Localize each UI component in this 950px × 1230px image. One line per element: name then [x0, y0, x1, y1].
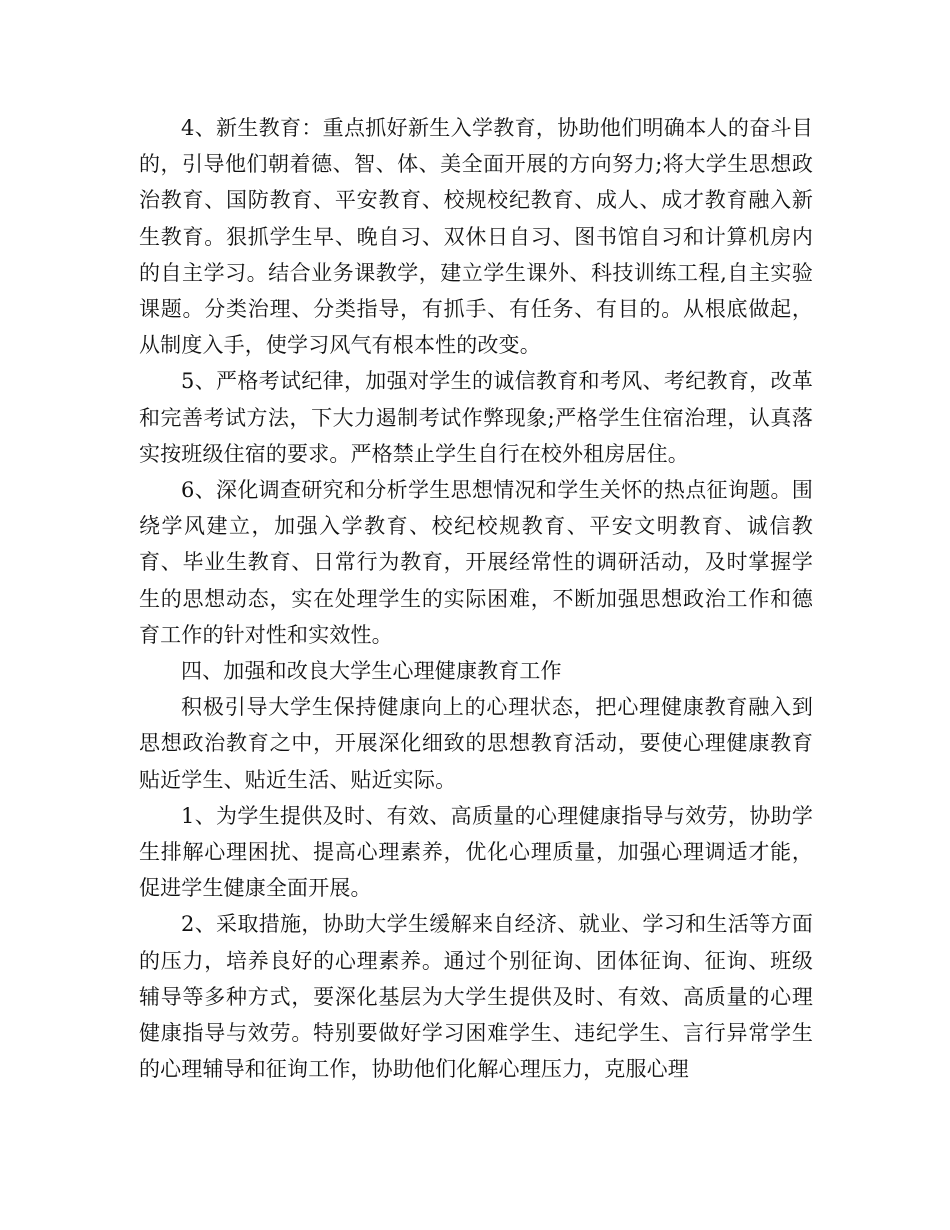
- paragraph-exam-discipline: 5、严格考试纪律，加强对学生的诚信教育和考风、考纪教育，改革和完善考试方法，下大力遏制考试作弊现象;严格学生住宿治理，认真落实按班级住宿的要求。严格禁止学生自行在校外租房居住。: [139, 369, 813, 466]
- paragraph-mental-health-guidance: 1、为学生提供及时、有效、高质量的心理健康指导与效劳，协助学生排解心理困扰、提高心理素养，优化心理质量，加强心理调适才能，促进学生健康全面开展。: [139, 803, 813, 901]
- paragraph-relieve-pressure: 2、采取措施，协助大学生缓解来自经济、就业、学习和生活等方面的压力，培养良好的心理素养。通过个别征询、团体征询、征询、班级辅导等多种方式，要深化基层为大学生提供及时、有效、高质量的心理健康指导与效劳。特别要做好学习困难学生、违纪学生、言行异常学生的心理辅导和征询工作，协助他们化解心理压力，克服心理: [139, 912, 813, 1082]
- document-body: [139, 110, 813, 1087]
- paragraph-mental-health-intro: 积极引导大学生保持健康向上的心理状态，把心理健康教育融入到思想政治教育之中，开展深化细致的思想教育活动，要使心理健康教育贴近学生、贴近生活、贴近实际。: [139, 695, 813, 792]
- paragraph-new-student-education: 4、新生教育：重点抓好新生入学教育，协助他们明确本人的奋斗目的，引导他们朝着德、智、体、美全面开展的方向努力;将大学生思想政治教育、国防教育、平安教育、校规校纪教育、成人、成才教育融入新生教育。狠抓学生早、晚自习、双休日自习、图书馆自习和计算机房内的自主学习。结合业务课教学，建立学生课外、科技训练工程,自主实验课题。分类治理、分类指导，有抓手、有任务、有目的。从根底做起，从制度入手，使学习风气有根本性的改变。: [139, 116, 813, 358]
- paragraph-investigation-research: 6、深化调查研究和分析学生思想情况和学生关怀的热点征询题。围绕学风建立，加强入学教育、校纪校规教育、平安文明教育、诚信教育、毕业生教育、日常行为教育，开展经常性的调研活动，及时掌握学生的思想动态，实在处理学生的实际困难，不断加强思想政治工作和德育工作的针对性和实效性。: [139, 478, 813, 647]
- section-heading-mental-health: 四、加强和改良大学生心理健康教育工作: [181, 659, 562, 684]
